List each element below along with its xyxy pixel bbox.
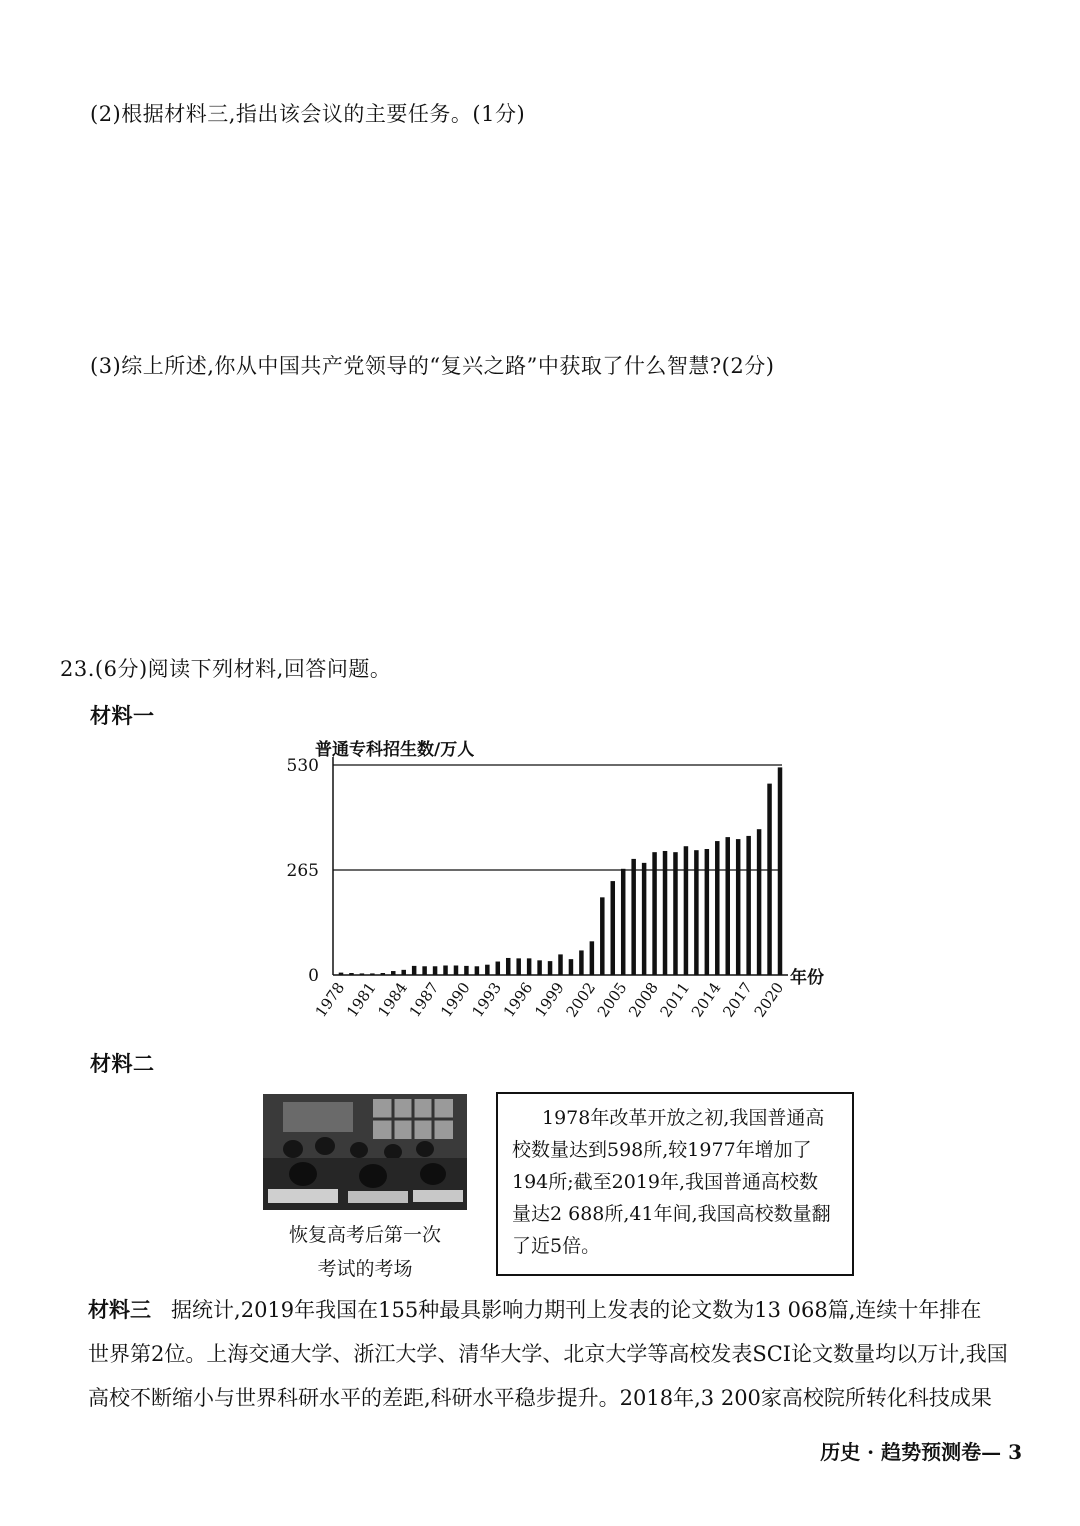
question-23: 23.(6分)阅读下列材料,回答问题。: [60, 657, 392, 681]
bar: [705, 849, 710, 975]
bar: [464, 966, 469, 975]
x-tick-label: 2014: [687, 978, 725, 1021]
bar: [496, 962, 501, 975]
x-tick-label: 2008: [625, 978, 662, 1021]
bar: [725, 837, 730, 975]
bar: [746, 836, 751, 975]
y-axis-title: 普通专科招生数/万人: [315, 740, 475, 760]
x-tick-label: 2017: [719, 978, 756, 1021]
bar: [454, 965, 459, 975]
x-tick-label: 1981: [342, 978, 380, 1021]
bar: [673, 852, 678, 975]
material-3-label: 材料三: [88, 1297, 151, 1322]
bar: [715, 841, 720, 975]
bar: [652, 852, 657, 975]
bar: [360, 973, 365, 975]
bar: [631, 859, 636, 975]
x-tick-label: 1996: [499, 978, 537, 1021]
bar: [349, 973, 354, 975]
exam-hall-photo: [263, 1094, 467, 1210]
bar: [527, 958, 532, 975]
y-tick-label: 0: [308, 966, 319, 986]
x-tick-label: 1978: [311, 978, 349, 1021]
bar: [757, 829, 762, 975]
photo-caption-line-1: 恢复高考后第一次: [288, 1224, 441, 1246]
bar: [558, 954, 563, 975]
enrollment-bar-chart: [286, 735, 835, 1040]
textbox-line: 校数量达到598所,较1977年增加了: [512, 1139, 812, 1161]
x-tick-label: 1993: [468, 978, 506, 1021]
bar: [611, 881, 616, 975]
bar: [590, 941, 595, 975]
textbox-line: 1978年改革开放之初,我国普通高: [542, 1107, 825, 1129]
bar: [642, 863, 647, 975]
bar: [391, 971, 396, 975]
question-3: (3)综上所述,你从中国共产党领导的“复兴之路”中获取了什么智慧?(2分): [90, 354, 775, 378]
x-axis-title: 年份: [790, 968, 824, 988]
x-tick-label: 2002: [562, 978, 600, 1021]
bar: [401, 970, 406, 975]
bar: [694, 850, 699, 975]
x-tick-label: 1990: [437, 978, 474, 1021]
x-tick-label: 2005: [593, 978, 631, 1021]
bar: [516, 958, 521, 975]
bar: [422, 966, 427, 975]
question-2: (2)根据材料三,指出该会议的主要任务。(1分): [90, 102, 526, 126]
material-2-label: 材料二: [90, 1051, 155, 1076]
bar: [600, 897, 605, 975]
material-3-line: 高校不断缩小与世界科研水平的差距,科研水平稳步提升。2018年,3 200家高校院所转化科技成果: [88, 1386, 992, 1410]
bar: [548, 961, 553, 975]
material-3-line: 据统计,2019年我国在155种最具影响力期刊上发表的论文数为13 068篇,连续十年排在: [171, 1298, 982, 1322]
bar: [736, 839, 741, 975]
textbox-line: 194所;截至2019年,我国普通高校数: [512, 1171, 819, 1193]
y-tick-label: 530: [286, 756, 319, 776]
bar: [684, 846, 689, 975]
bar: [339, 973, 344, 975]
bar: [433, 966, 438, 975]
x-tick-label: 1999: [531, 978, 568, 1021]
y-tick-label: 265: [286, 861, 319, 881]
photo-caption-line-2: 考试的考场: [317, 1258, 413, 1280]
textbox-line: 量达2 688所,41年间,我国高校数量翻: [512, 1203, 831, 1225]
bar: [485, 965, 490, 975]
bar: [537, 960, 542, 975]
x-tick-label: 1984: [374, 978, 411, 1021]
material-3-line: 世界第2位。上海交通大学、浙江大学、清华大学、北京大学等高校发表SCI论文数量均以万计,我国: [88, 1342, 1008, 1366]
bar: [443, 965, 448, 975]
material-3-paragraph: [88, 1288, 1028, 1420]
bar: [569, 959, 574, 975]
material-2-textbox: [496, 1092, 854, 1276]
page-footer: 历史 · 趋势预测卷— 3: [820, 1440, 1022, 1464]
bar: [778, 767, 783, 975]
bar: [475, 966, 480, 975]
bar: [767, 784, 772, 975]
bar: [370, 973, 375, 975]
bar: [412, 966, 417, 975]
bar: [381, 973, 386, 975]
bar: [621, 869, 626, 975]
x-tick-label: 2020: [750, 978, 788, 1021]
x-tick-label: 1987: [405, 978, 443, 1021]
bar: [579, 950, 584, 975]
bar: [506, 958, 511, 975]
textbox-line: 了近5倍。: [512, 1235, 601, 1257]
material-1-label: 材料一: [90, 703, 155, 728]
x-tick-label: 2011: [656, 978, 694, 1021]
bar: [663, 851, 668, 975]
